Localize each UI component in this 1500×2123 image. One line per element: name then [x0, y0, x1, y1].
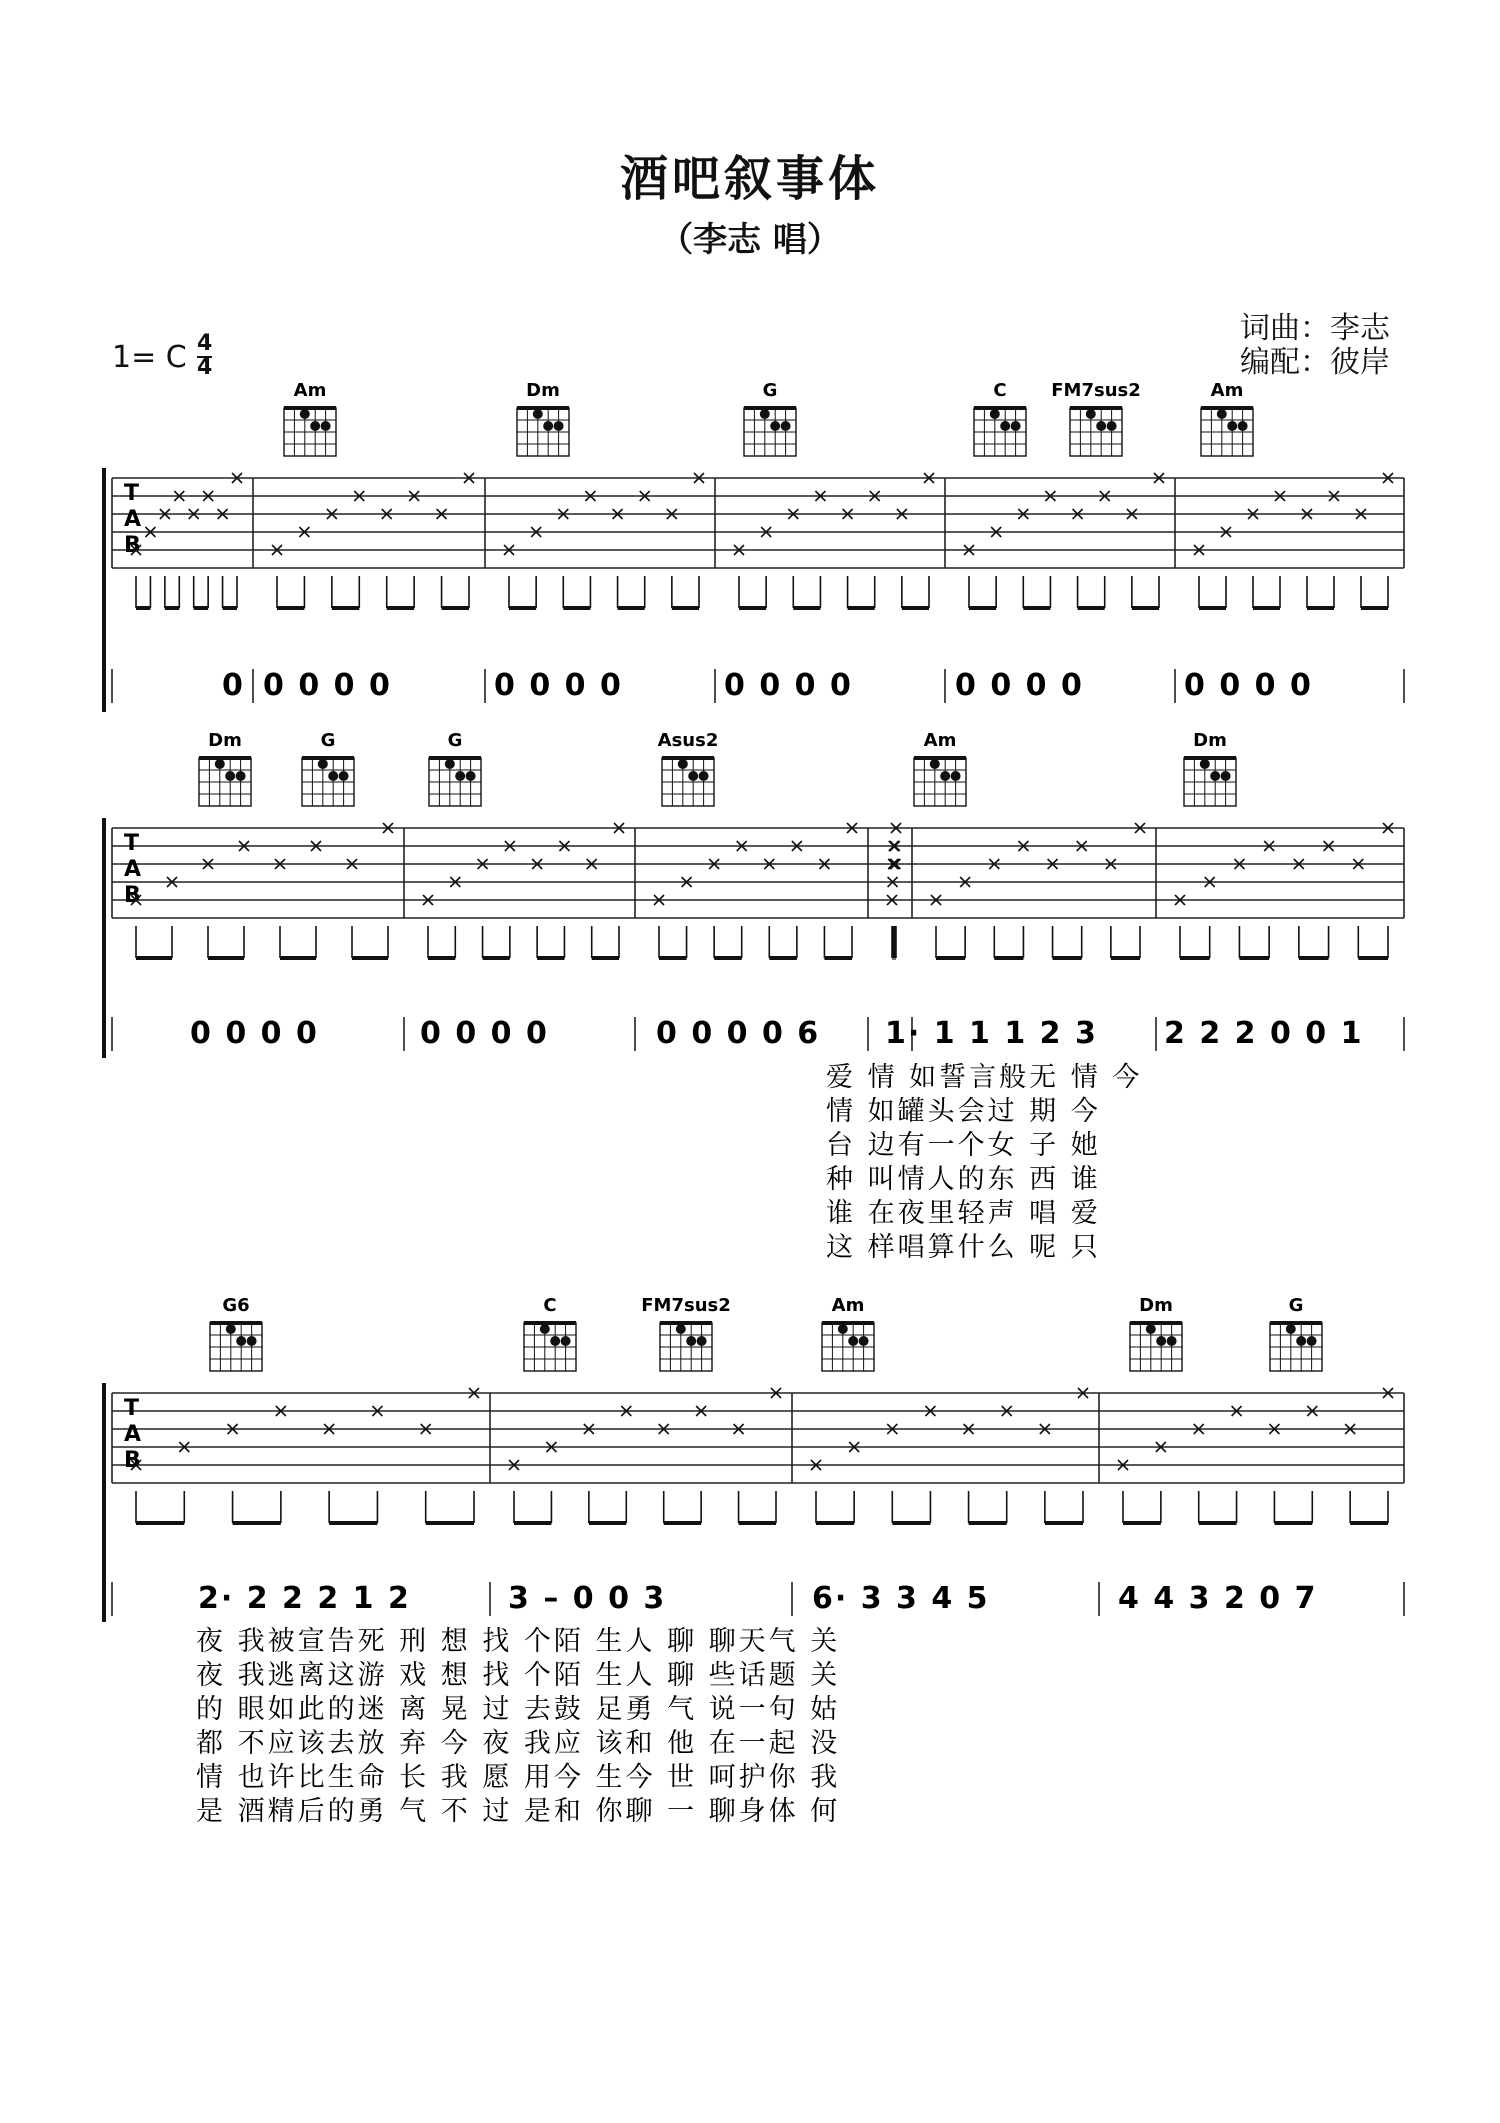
chord-finger-dot	[540, 1324, 550, 1334]
tab-clef-letter: A	[124, 1422, 142, 1447]
tab-clef-letter: T	[124, 831, 140, 856]
chord-finger-dot	[1307, 1336, 1317, 1346]
chord-finger-dot	[699, 771, 709, 781]
chord-finger-dot	[1146, 1324, 1156, 1334]
lyric-line: 爱 情 如誓言般无 情 今	[826, 1062, 1143, 1093]
chord-finger-dot	[1011, 421, 1021, 431]
chord-name: Am	[923, 730, 957, 751]
chord-name: Dm	[1193, 730, 1227, 751]
chord-finger-dot	[760, 409, 770, 419]
chord-finger-dot	[781, 421, 791, 431]
chord-finger-dot	[1296, 1336, 1306, 1346]
numbered-measure: 3 – 0 0 3	[508, 1581, 667, 1616]
chord-finger-dot	[466, 771, 476, 781]
chord-finger-dot	[445, 759, 455, 769]
chord-finger-dot	[543, 421, 553, 431]
chord-finger-dot	[339, 771, 349, 781]
lyric-line: 夜 我逃离这游 戏 想 找 个陌 生人 聊 些话题 关	[196, 1660, 841, 1691]
numbered-measure: 0 0 0 0	[263, 668, 392, 703]
chord-finger-dot	[838, 1324, 848, 1334]
chord-finger-dot	[770, 421, 780, 431]
chord-name: FM7sus2	[1051, 380, 1141, 401]
chord-name: Dm	[208, 730, 242, 751]
chord-finger-dot	[554, 421, 564, 431]
chord-finger-dot	[951, 771, 961, 781]
numbered-measure: 0	[222, 668, 245, 703]
numbered-measure: 0 0 0 0	[955, 668, 1084, 703]
chord-name: Dm	[1139, 1295, 1173, 1316]
lyric-line: 的 眼如此的迷 离 晃 过 去鼓 足勇 气 说一句 姑	[196, 1694, 841, 1725]
chord-finger-dot	[1217, 409, 1227, 419]
numbered-measure: 0 0 0 0	[1184, 668, 1313, 703]
chord-finger-dot	[1167, 1336, 1177, 1346]
credit-lyrics-music: 词曲：李志	[1240, 311, 1390, 346]
chord-finger-dot	[697, 1336, 707, 1346]
chord-finger-dot	[686, 1336, 696, 1346]
tab-clef-letter: A	[124, 507, 142, 532]
numbered-measure: 2 2 2 0 0 1	[1164, 1016, 1364, 1051]
chord-finger-dot	[990, 409, 1000, 419]
chord-name: G	[320, 730, 336, 751]
chord-finger-dot	[848, 1336, 858, 1346]
chord-name: G	[1288, 1295, 1304, 1316]
chord-finger-dot	[225, 771, 235, 781]
chord-name: Am	[293, 380, 327, 401]
tab-clef-letter: B	[124, 883, 141, 908]
tab-clef-letter: T	[124, 1396, 140, 1421]
chord-finger-dot	[1096, 421, 1106, 431]
lyric-line: 情 如罐头会过 期 今	[826, 1096, 1101, 1127]
numbered-measure: 2· 2 2 2 1 2	[198, 1581, 411, 1616]
chord-finger-dot	[1210, 771, 1220, 781]
chord-finger-dot	[1286, 1324, 1296, 1334]
numbered-measure: 0 0 0 0	[494, 668, 623, 703]
chord-finger-dot	[859, 1336, 869, 1346]
lyric-line: 夜 我被宣告死 刑 想 找 个陌 生人 聊 聊天气 关	[196, 1626, 841, 1657]
numbered-measure: 0 0 0 0	[190, 1016, 319, 1051]
key-signature: 1= C	[112, 340, 187, 375]
lyric-line: 种 叫情人的东 西 谁	[826, 1164, 1101, 1195]
chord-finger-dot	[247, 1336, 257, 1346]
chord-name: C	[993, 380, 1007, 401]
lyric-line: 谁 在夜里轻声 唱 爱	[826, 1198, 1101, 1229]
chord-finger-dot	[455, 771, 465, 781]
chord-finger-dot	[236, 1336, 246, 1346]
lyric-line: 情 也许比生命 长 我 愿 用今 生今 世 呵护你 我	[196, 1762, 841, 1793]
chord-name: G	[447, 730, 463, 751]
chord-name: Dm	[526, 380, 560, 401]
chord-finger-dot	[930, 759, 940, 769]
tab-clef-letter: B	[124, 1448, 141, 1473]
chord-finger-dot	[1221, 771, 1231, 781]
chord-name: C	[543, 1295, 557, 1316]
numbered-measure: 4 4 3 2 0 7	[1118, 1581, 1318, 1616]
lyric-line: 是 酒精后的勇 气 不 过 是和 你聊 一 聊身体 何	[196, 1796, 841, 1827]
numbered-measure: 0 0 0 0	[724, 668, 853, 703]
credit-arrangement: 编配：彼岸	[1240, 345, 1390, 380]
chord-finger-dot	[328, 771, 338, 781]
chord-finger-dot	[688, 771, 698, 781]
chord-name: G6	[222, 1295, 250, 1316]
chord-finger-dot	[940, 771, 950, 781]
lyric-line: 台 边有一个女 子 她	[826, 1130, 1101, 1161]
chord-finger-dot	[1227, 421, 1237, 431]
chord-finger-dot	[321, 421, 331, 431]
chord-finger-dot	[318, 759, 328, 769]
tab-clef-letter: A	[124, 857, 142, 882]
chord-finger-dot	[550, 1336, 560, 1346]
lyric-line: 都 不应该去放 弃 今 夜 我应 该和 他 在一起 没	[196, 1728, 841, 1759]
tab-clef-letter: B	[124, 533, 141, 558]
chord-finger-dot	[1107, 421, 1117, 431]
chord-name: Asus2	[657, 730, 719, 751]
chord-finger-dot	[1000, 421, 1010, 431]
chord-finger-dot	[561, 1336, 571, 1346]
time-signature-bottom: 4	[197, 355, 213, 380]
chord-finger-dot	[1200, 759, 1210, 769]
chord-finger-dot	[236, 771, 246, 781]
chord-name: G	[762, 380, 778, 401]
chord-finger-dot	[310, 421, 320, 431]
chord-finger-dot	[676, 1324, 686, 1334]
chord-name: FM7sus2	[641, 1295, 731, 1316]
lyric-line: 这 样唱算什么 呢 只	[826, 1232, 1101, 1263]
chord-finger-dot	[533, 409, 543, 419]
numbered-measure: 6· 3 3 4 5	[812, 1581, 990, 1616]
song-title: 酒吧叙事体	[619, 151, 880, 207]
chord-finger-dot	[678, 759, 688, 769]
chord-finger-dot	[226, 1324, 236, 1334]
tab-clef-letter: T	[124, 481, 140, 506]
chord-finger-dot	[1086, 409, 1096, 419]
chord-finger-dot	[1156, 1336, 1166, 1346]
numbered-measure: 0 0 0 0	[420, 1016, 549, 1051]
time-signature-top: 4	[197, 331, 213, 356]
chord-finger-dot	[1238, 421, 1248, 431]
numbered-measure: 1· 1 1 1 2 3	[885, 1016, 1098, 1051]
chord-finger-dot	[215, 759, 225, 769]
chord-name: Am	[831, 1295, 865, 1316]
singer-line: （李志 唱）	[659, 220, 841, 260]
numbered-measure: 0 0 0 0 6	[656, 1016, 821, 1051]
chord-finger-dot	[300, 409, 310, 419]
chord-name: Am	[1210, 380, 1244, 401]
